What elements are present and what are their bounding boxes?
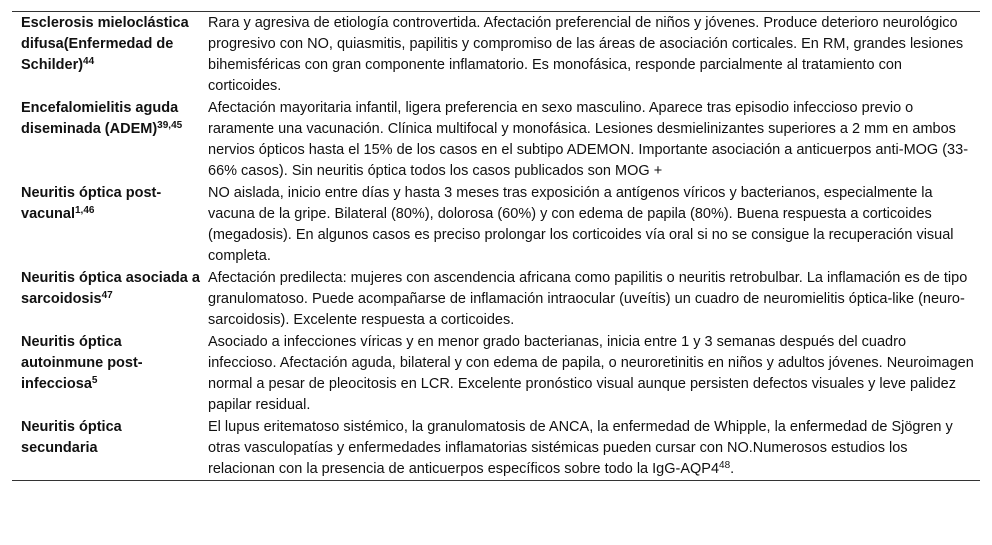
table-row bbox=[12, 267, 980, 331]
description-tail: . bbox=[730, 461, 735, 477]
reference-superscript: 1,46 bbox=[75, 205, 95, 216]
table-row bbox=[12, 12, 980, 97]
row-description: Rara y agresiva de etiología controvertida. Afectación preferencial de niños y jóvenes. Produce deterioro neurológico progresivo con NO, quiasmitis, papilitis y compromiso de las áreas de asociación corticales. En RM, grandes lesiones bihemisféricas con gran componente inflamatorio. Es monofásica, responde parcialmente al tratamiento con corticoides. bbox=[208, 15, 964, 94]
row-term bbox=[12, 416, 208, 480]
reference-superscript: 5 bbox=[91, 375, 98, 386]
term-text: Neuritis óptica autoinmune post-infecciosa bbox=[21, 334, 143, 392]
term-text: Esclerosis mieloclástica difusa(Enfermedad de Schilder) bbox=[21, 15, 189, 73]
row-term bbox=[12, 97, 208, 182]
row-description: Asociado a infecciones víricas y en menor grado bacterianas, inicia entre 1 y 3 semanas después del cuadro infeccioso. Afectación aguda, bilateral y con edema de papila, o neuroretinitis en niños y adultos jóvenes. Neuroimagen normal a pesar de pleocitosis en LCR. Excelente pronóstico visual aunque persisten defectos visuales y leve palidez papilar residual. bbox=[208, 334, 974, 413]
table-row bbox=[12, 416, 980, 480]
term-text: Encefalomielitis aguda diseminada (ADEM) bbox=[21, 100, 179, 137]
description-text: El lupus eritematoso sistémico, la granulomatosis de ANCA, la enfermedad de Whipple, la enfermedad de Sjögren y otras vasculopatías y enfermedades inflamatorias sistémicas pueden cursar con NO.Numerosos estudios los relacionan con la presencia de anticuerpos específicos sobre todo la IgG-AQP4 bbox=[208, 419, 953, 477]
table bbox=[12, 12, 980, 480]
table-row bbox=[12, 97, 980, 182]
differential-diagnosis-table bbox=[12, 11, 980, 481]
row-term bbox=[12, 267, 208, 331]
term-text: Neuritis óptica secundaria bbox=[21, 419, 122, 456]
row-description: Afectación mayoritaria infantil, ligera preferencia en sexo masculino. Aparece tras episodio infeccioso previo o raramente una vacunación. Clínica multifocal y monofásica. Lesiones desmielinizantes superiores a 2 mm en ambos nervios ópticos hasta el 15% de los casos en el subtipo ADEMON. Importante asociación a anticuerpos anti-MOG (33-66% casos). Sin neuritis óptica todos los casos publicados son MOG + bbox=[208, 100, 969, 179]
term-text: Neuritis óptica asociada a sarcoidosis bbox=[21, 270, 200, 307]
row-description: Afectación predilecta: mujeres con ascendencia africana como papilitis o neuritis retrobulbar. La inflamación es de tipo granulomatoso. Puede acompañarse de inflamación intraocular (uveítis) un cuadro de neuromielitis óptica-like (neuro-sarcoidosis). Excelente respuesta a corticoides. bbox=[208, 270, 968, 328]
row-term bbox=[12, 182, 208, 267]
reference-superscript: 48 bbox=[719, 460, 731, 471]
row-term bbox=[12, 12, 208, 97]
row-description: NO aislada, inicio entre días y hasta 3 meses tras exposición a antígenos víricos y bacterianos, especialmente la vacuna de la gripe. Bilateral (80%), dolorosa (60%) y con edema de papila (80%). Buena respuesta a corticoides (megadosis). En algunos casos es preciso prolongar los corticoides vía oral si no se consigue la recuperación visual completa. bbox=[208, 185, 954, 264]
row-description bbox=[208, 416, 980, 480]
reference-superscript: 44 bbox=[83, 56, 95, 67]
table-row bbox=[12, 331, 980, 416]
term-text: Neuritis óptica post-vacunal bbox=[21, 185, 162, 222]
reference-superscript: 47 bbox=[101, 290, 113, 301]
reference-superscript: 39,45 bbox=[157, 120, 183, 131]
table-row bbox=[12, 182, 980, 267]
row-term bbox=[12, 331, 208, 416]
